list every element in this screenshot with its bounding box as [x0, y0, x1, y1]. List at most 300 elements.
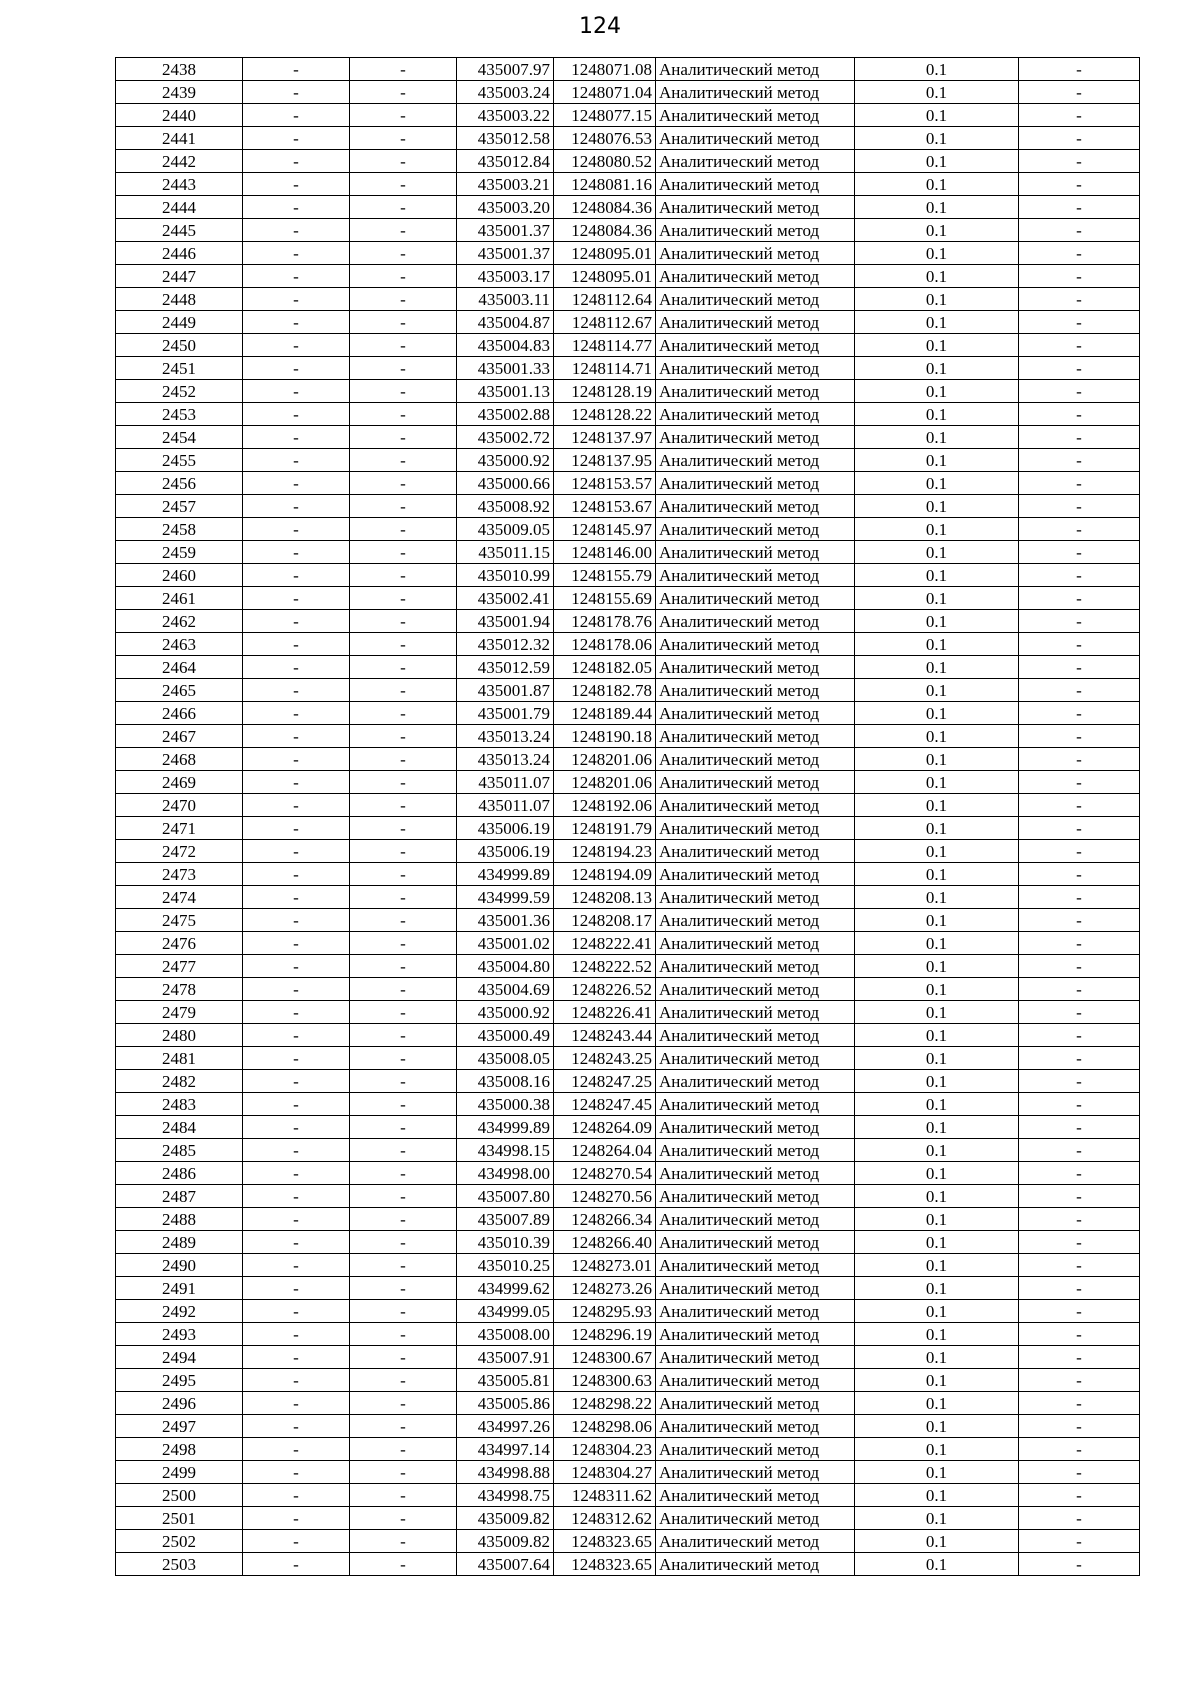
- cell-point-number: 2451: [116, 357, 243, 380]
- cell-method: Аналитический метод: [656, 1369, 855, 1392]
- table-row: [116, 978, 1140, 1001]
- cell-old-y: -: [350, 173, 457, 196]
- cell-point-number: 2489: [116, 1231, 243, 1254]
- cell-old-x: -: [243, 1438, 350, 1461]
- cell-method: Аналитический метод: [656, 426, 855, 449]
- cell-point-number: 2469: [116, 771, 243, 794]
- cell-old-x: -: [243, 58, 350, 81]
- cell-y-coordinate: 1248298.06: [554, 1415, 656, 1438]
- cell-old-x: -: [243, 449, 350, 472]
- cell-old-x: -: [243, 1530, 350, 1553]
- table-row: [116, 932, 1140, 955]
- table-row: [116, 840, 1140, 863]
- table-row: [116, 955, 1140, 978]
- cell-old-y: -: [350, 380, 457, 403]
- cell-old-y: -: [350, 1024, 457, 1047]
- cell-method: Аналитический метод: [656, 840, 855, 863]
- cell-old-x: -: [243, 1392, 350, 1415]
- cell-accuracy: 0.1: [855, 1300, 1019, 1323]
- cell-method: Аналитический метод: [656, 1530, 855, 1553]
- cell-method: Аналитический метод: [656, 794, 855, 817]
- table-row: [116, 196, 1140, 219]
- cell-description: -: [1019, 955, 1140, 978]
- table-row: [116, 794, 1140, 817]
- cell-y-coordinate: 1248080.52: [554, 150, 656, 173]
- cell-accuracy: 0.1: [855, 886, 1019, 909]
- cell-x-coordinate: 435004.69: [457, 978, 554, 1001]
- cell-accuracy: 0.1: [855, 1001, 1019, 1024]
- page-number: 124: [579, 14, 621, 39]
- cell-point-number: 2458: [116, 518, 243, 541]
- cell-method: Аналитический метод: [656, 1070, 855, 1093]
- table-row: [116, 1024, 1140, 1047]
- cell-old-y: -: [350, 265, 457, 288]
- coordinates-table: [115, 57, 1140, 1576]
- cell-y-coordinate: 1248304.27: [554, 1461, 656, 1484]
- cell-old-y: -: [350, 1139, 457, 1162]
- cell-description: -: [1019, 334, 1140, 357]
- cell-old-y: -: [350, 357, 457, 380]
- cell-point-number: 2493: [116, 1323, 243, 1346]
- cell-y-coordinate: 1248137.95: [554, 449, 656, 472]
- cell-x-coordinate: 435008.00: [457, 1323, 554, 1346]
- cell-x-coordinate: 435004.87: [457, 311, 554, 334]
- cell-x-coordinate: 435012.32: [457, 633, 554, 656]
- cell-old-y: -: [350, 1185, 457, 1208]
- table-row: [116, 1415, 1140, 1438]
- cell-y-coordinate: 1248137.97: [554, 426, 656, 449]
- cell-method: Аналитический метод: [656, 288, 855, 311]
- cell-method: Аналитический метод: [656, 242, 855, 265]
- table-row: [116, 1484, 1140, 1507]
- cell-method: Аналитический метод: [656, 1116, 855, 1139]
- cell-description: -: [1019, 679, 1140, 702]
- cell-method: Аналитический метод: [656, 1047, 855, 1070]
- cell-accuracy: 0.1: [855, 656, 1019, 679]
- table-row: [116, 1507, 1140, 1530]
- cell-old-y: -: [350, 702, 457, 725]
- cell-description: -: [1019, 1530, 1140, 1553]
- cell-x-coordinate: 435002.41: [457, 587, 554, 610]
- cell-y-coordinate: 1248153.57: [554, 472, 656, 495]
- cell-old-y: -: [350, 449, 457, 472]
- cell-method: Аналитический метод: [656, 1185, 855, 1208]
- cell-method: Аналитический метод: [656, 909, 855, 932]
- cell-x-coordinate: 435013.24: [457, 725, 554, 748]
- cell-old-y: -: [350, 840, 457, 863]
- cell-accuracy: 0.1: [855, 173, 1019, 196]
- cell-point-number: 2465: [116, 679, 243, 702]
- cell-method: Аналитический метод: [656, 1254, 855, 1277]
- cell-x-coordinate: 435007.80: [457, 1185, 554, 1208]
- cell-old-y: -: [350, 794, 457, 817]
- cell-old-y: -: [350, 863, 457, 886]
- cell-description: -: [1019, 1231, 1140, 1254]
- cell-y-coordinate: 1248208.17: [554, 909, 656, 932]
- cell-old-x: -: [243, 1139, 350, 1162]
- cell-description: -: [1019, 610, 1140, 633]
- table-row: [116, 633, 1140, 656]
- cell-old-y: -: [350, 196, 457, 219]
- cell-old-x: -: [243, 1277, 350, 1300]
- cell-point-number: 2486: [116, 1162, 243, 1185]
- cell-description: -: [1019, 1070, 1140, 1093]
- cell-point-number: 2457: [116, 495, 243, 518]
- cell-old-x: -: [243, 564, 350, 587]
- cell-y-coordinate: 1248128.19: [554, 380, 656, 403]
- cell-y-coordinate: 1248084.36: [554, 196, 656, 219]
- cell-description: -: [1019, 58, 1140, 81]
- cell-old-y: -: [350, 955, 457, 978]
- cell-description: -: [1019, 219, 1140, 242]
- cell-old-x: -: [243, 771, 350, 794]
- cell-old-x: -: [243, 1001, 350, 1024]
- cell-old-y: -: [350, 725, 457, 748]
- cell-old-y: -: [350, 679, 457, 702]
- cell-accuracy: 0.1: [855, 1231, 1019, 1254]
- cell-old-x: -: [243, 1461, 350, 1484]
- table-row: [116, 1116, 1140, 1139]
- cell-old-x: -: [243, 1323, 350, 1346]
- cell-method: Аналитический метод: [656, 403, 855, 426]
- cell-description: -: [1019, 265, 1140, 288]
- cell-x-coordinate: 434998.00: [457, 1162, 554, 1185]
- cell-description: -: [1019, 748, 1140, 771]
- cell-y-coordinate: 1248191.79: [554, 817, 656, 840]
- cell-description: -: [1019, 173, 1140, 196]
- cell-point-number: 2445: [116, 219, 243, 242]
- cell-method: Аналитический метод: [656, 564, 855, 587]
- cell-point-number: 2444: [116, 196, 243, 219]
- cell-old-y: -: [350, 334, 457, 357]
- cell-old-y: -: [350, 633, 457, 656]
- cell-accuracy: 0.1: [855, 1093, 1019, 1116]
- cell-old-y: -: [350, 978, 457, 1001]
- table-row: [116, 426, 1140, 449]
- cell-point-number: 2501: [116, 1507, 243, 1530]
- cell-old-x: -: [243, 909, 350, 932]
- cell-accuracy: 0.1: [855, 1185, 1019, 1208]
- cell-x-coordinate: 435009.82: [457, 1530, 554, 1553]
- cell-old-x: -: [243, 1093, 350, 1116]
- cell-x-coordinate: 435001.02: [457, 932, 554, 955]
- cell-x-coordinate: 434997.14: [457, 1438, 554, 1461]
- table-row: [116, 1530, 1140, 1553]
- table-row: [116, 58, 1140, 81]
- cell-x-coordinate: 435008.05: [457, 1047, 554, 1070]
- cell-old-x: -: [243, 1507, 350, 1530]
- cell-method: Аналитический метод: [656, 978, 855, 1001]
- cell-point-number: 2453: [116, 403, 243, 426]
- cell-method: Аналитический метод: [656, 541, 855, 564]
- table-row: [116, 1185, 1140, 1208]
- cell-accuracy: 0.1: [855, 81, 1019, 104]
- table-row: [116, 173, 1140, 196]
- cell-old-x: -: [243, 288, 350, 311]
- table-row: [116, 1093, 1140, 1116]
- cell-old-y: -: [350, 1553, 457, 1576]
- cell-x-coordinate: 435001.13: [457, 380, 554, 403]
- cell-y-coordinate: 1248311.62: [554, 1484, 656, 1507]
- cell-method: Аналитический метод: [656, 817, 855, 840]
- cell-point-number: 2440: [116, 104, 243, 127]
- cell-accuracy: 0.1: [855, 426, 1019, 449]
- cell-method: Аналитический метод: [656, 1277, 855, 1300]
- cell-old-x: -: [243, 334, 350, 357]
- cell-point-number: 2461: [116, 587, 243, 610]
- cell-description: -: [1019, 1001, 1140, 1024]
- cell-old-y: -: [350, 1415, 457, 1438]
- cell-old-y: -: [350, 1530, 457, 1553]
- cell-point-number: 2476: [116, 932, 243, 955]
- cell-old-y: -: [350, 104, 457, 127]
- table-row: [116, 1231, 1140, 1254]
- cell-method: Аналитический метод: [656, 58, 855, 81]
- cell-old-x: -: [243, 265, 350, 288]
- cell-point-number: 2477: [116, 955, 243, 978]
- cell-y-coordinate: 1248304.23: [554, 1438, 656, 1461]
- cell-point-number: 2482: [116, 1070, 243, 1093]
- cell-description: -: [1019, 104, 1140, 127]
- cell-old-y: -: [350, 1369, 457, 1392]
- cell-old-x: -: [243, 1162, 350, 1185]
- cell-y-coordinate: 1248114.77: [554, 334, 656, 357]
- cell-description: -: [1019, 81, 1140, 104]
- cell-old-y: -: [350, 426, 457, 449]
- cell-old-y: -: [350, 1254, 457, 1277]
- cell-y-coordinate: 1248155.69: [554, 587, 656, 610]
- cell-old-y: -: [350, 748, 457, 771]
- cell-old-y: -: [350, 564, 457, 587]
- cell-accuracy: 0.1: [855, 1024, 1019, 1047]
- cell-x-coordinate: 434998.15: [457, 1139, 554, 1162]
- cell-y-coordinate: 1248264.09: [554, 1116, 656, 1139]
- cell-accuracy: 0.1: [855, 1392, 1019, 1415]
- table-row: [116, 702, 1140, 725]
- cell-method: Аналитический метод: [656, 1461, 855, 1484]
- table-row: [116, 150, 1140, 173]
- cell-x-coordinate: 435000.92: [457, 1001, 554, 1024]
- cell-method: Аналитический метод: [656, 219, 855, 242]
- cell-y-coordinate: 1248312.62: [554, 1507, 656, 1530]
- cell-y-coordinate: 1248112.64: [554, 288, 656, 311]
- cell-y-coordinate: 1248071.08: [554, 58, 656, 81]
- cell-point-number: 2455: [116, 449, 243, 472]
- cell-y-coordinate: 1248112.67: [554, 311, 656, 334]
- cell-old-x: -: [243, 242, 350, 265]
- cell-y-coordinate: 1248247.45: [554, 1093, 656, 1116]
- table-row: [116, 610, 1140, 633]
- cell-description: -: [1019, 817, 1140, 840]
- cell-accuracy: 0.1: [855, 219, 1019, 242]
- cell-description: -: [1019, 1323, 1140, 1346]
- cell-description: -: [1019, 886, 1140, 909]
- cell-accuracy: 0.1: [855, 104, 1019, 127]
- cell-point-number: 2479: [116, 1001, 243, 1024]
- cell-y-coordinate: 1248300.63: [554, 1369, 656, 1392]
- cell-description: -: [1019, 1254, 1140, 1277]
- cell-y-coordinate: 1248153.67: [554, 495, 656, 518]
- cell-y-coordinate: 1248300.67: [554, 1346, 656, 1369]
- cell-old-x: -: [243, 81, 350, 104]
- cell-description: -: [1019, 1162, 1140, 1185]
- table-row: [116, 863, 1140, 886]
- cell-accuracy: 0.1: [855, 587, 1019, 610]
- cell-method: Аналитический метод: [656, 196, 855, 219]
- cell-old-x: -: [243, 725, 350, 748]
- cell-accuracy: 0.1: [855, 495, 1019, 518]
- cell-accuracy: 0.1: [855, 1415, 1019, 1438]
- cell-description: -: [1019, 1277, 1140, 1300]
- cell-old-y: -: [350, 403, 457, 426]
- cell-x-coordinate: 435010.39: [457, 1231, 554, 1254]
- cell-method: Аналитический метод: [656, 1323, 855, 1346]
- cell-method: Аналитический метод: [656, 150, 855, 173]
- cell-old-x: -: [243, 1254, 350, 1277]
- cell-x-coordinate: 434999.05: [457, 1300, 554, 1323]
- cell-method: Аналитический метод: [656, 1415, 855, 1438]
- cell-description: -: [1019, 495, 1140, 518]
- cell-old-x: -: [243, 886, 350, 909]
- cell-old-y: -: [350, 311, 457, 334]
- cell-old-y: -: [350, 1484, 457, 1507]
- cell-y-coordinate: 1248323.65: [554, 1553, 656, 1576]
- cell-y-coordinate: 1248192.06: [554, 794, 656, 817]
- cell-old-y: -: [350, 1231, 457, 1254]
- cell-point-number: 2490: [116, 1254, 243, 1277]
- cell-accuracy: 0.1: [855, 1369, 1019, 1392]
- cell-old-y: -: [350, 1392, 457, 1415]
- table-row: [116, 81, 1140, 104]
- cell-accuracy: 0.1: [855, 1507, 1019, 1530]
- cell-old-x: -: [243, 863, 350, 886]
- cell-accuracy: 0.1: [855, 955, 1019, 978]
- cell-old-y: -: [350, 1047, 457, 1070]
- cell-x-coordinate: 435012.58: [457, 127, 554, 150]
- cell-x-coordinate: 435001.36: [457, 909, 554, 932]
- cell-method: Аналитический метод: [656, 656, 855, 679]
- cell-y-coordinate: 1248296.19: [554, 1323, 656, 1346]
- cell-method: Аналитический метод: [656, 1162, 855, 1185]
- table-row: [116, 656, 1140, 679]
- cell-point-number: 2467: [116, 725, 243, 748]
- cell-old-x: -: [243, 541, 350, 564]
- cell-old-x: -: [243, 633, 350, 656]
- cell-point-number: 2438: [116, 58, 243, 81]
- cell-y-coordinate: 1248222.52: [554, 955, 656, 978]
- table-row: [116, 1208, 1140, 1231]
- cell-method: Аналитический метод: [656, 1438, 855, 1461]
- cell-description: -: [1019, 702, 1140, 725]
- cell-accuracy: 0.1: [855, 1461, 1019, 1484]
- table-body: [116, 58, 1140, 1576]
- table-row: [116, 1277, 1140, 1300]
- cell-method: Аналитический метод: [656, 610, 855, 633]
- cell-x-coordinate: 434999.62: [457, 1277, 554, 1300]
- cell-method: Аналитический метод: [656, 1208, 855, 1231]
- cell-description: -: [1019, 863, 1140, 886]
- cell-description: -: [1019, 1369, 1140, 1392]
- cell-point-number: 2452: [116, 380, 243, 403]
- cell-accuracy: 0.1: [855, 518, 1019, 541]
- cell-old-x: -: [243, 610, 350, 633]
- cell-method: Аналитический метод: [656, 1139, 855, 1162]
- cell-old-x: -: [243, 1047, 350, 1070]
- table-row: [116, 311, 1140, 334]
- cell-x-coordinate: 435007.64: [457, 1553, 554, 1576]
- table-row: [116, 495, 1140, 518]
- cell-x-coordinate: 435000.92: [457, 449, 554, 472]
- cell-y-coordinate: 1248295.93: [554, 1300, 656, 1323]
- cell-old-y: -: [350, 1300, 457, 1323]
- cell-accuracy: 0.1: [855, 265, 1019, 288]
- cell-old-y: -: [350, 932, 457, 955]
- cell-description: -: [1019, 794, 1140, 817]
- cell-description: -: [1019, 564, 1140, 587]
- cell-y-coordinate: 1248128.22: [554, 403, 656, 426]
- cell-point-number: 2446: [116, 242, 243, 265]
- cell-description: -: [1019, 1392, 1140, 1415]
- cell-old-y: -: [350, 127, 457, 150]
- table-row: [116, 1070, 1140, 1093]
- cell-old-x: -: [243, 1116, 350, 1139]
- cell-old-x: -: [243, 1369, 350, 1392]
- cell-description: -: [1019, 150, 1140, 173]
- cell-old-x: -: [243, 357, 350, 380]
- cell-x-coordinate: 435003.17: [457, 265, 554, 288]
- cell-old-x: -: [243, 1553, 350, 1576]
- cell-old-x: -: [243, 518, 350, 541]
- cell-description: -: [1019, 1116, 1140, 1139]
- cell-x-coordinate: 435001.79: [457, 702, 554, 725]
- cell-x-coordinate: 435006.19: [457, 817, 554, 840]
- cell-accuracy: 0.1: [855, 472, 1019, 495]
- cell-y-coordinate: 1248273.26: [554, 1277, 656, 1300]
- cell-point-number: 2454: [116, 426, 243, 449]
- cell-accuracy: 0.1: [855, 932, 1019, 955]
- cell-description: -: [1019, 1415, 1140, 1438]
- cell-x-coordinate: 434999.89: [457, 1116, 554, 1139]
- cell-old-y: -: [350, 472, 457, 495]
- cell-y-coordinate: 1248264.04: [554, 1139, 656, 1162]
- cell-x-coordinate: 434999.59: [457, 886, 554, 909]
- cell-x-coordinate: 435000.66: [457, 472, 554, 495]
- cell-old-x: -: [243, 955, 350, 978]
- cell-method: Аналитический метод: [656, 173, 855, 196]
- cell-x-coordinate: 435007.97: [457, 58, 554, 81]
- cell-description: -: [1019, 1300, 1140, 1323]
- cell-x-coordinate: 435001.87: [457, 679, 554, 702]
- table-row: [116, 334, 1140, 357]
- cell-old-y: -: [350, 242, 457, 265]
- cell-point-number: 2470: [116, 794, 243, 817]
- cell-description: -: [1019, 1461, 1140, 1484]
- cell-point-number: 2449: [116, 311, 243, 334]
- cell-method: Аналитический метод: [656, 863, 855, 886]
- cell-point-number: 2483: [116, 1093, 243, 1116]
- cell-description: -: [1019, 127, 1140, 150]
- table-row: [116, 1047, 1140, 1070]
- cell-point-number: 2496: [116, 1392, 243, 1415]
- cell-method: Аналитический метод: [656, 1231, 855, 1254]
- table-row: [116, 1162, 1140, 1185]
- cell-description: -: [1019, 1553, 1140, 1576]
- cell-old-y: -: [350, 495, 457, 518]
- cell-old-x: -: [243, 1346, 350, 1369]
- table-row: [116, 1001, 1140, 1024]
- cell-y-coordinate: 1248208.13: [554, 886, 656, 909]
- cell-y-coordinate: 1248323.65: [554, 1530, 656, 1553]
